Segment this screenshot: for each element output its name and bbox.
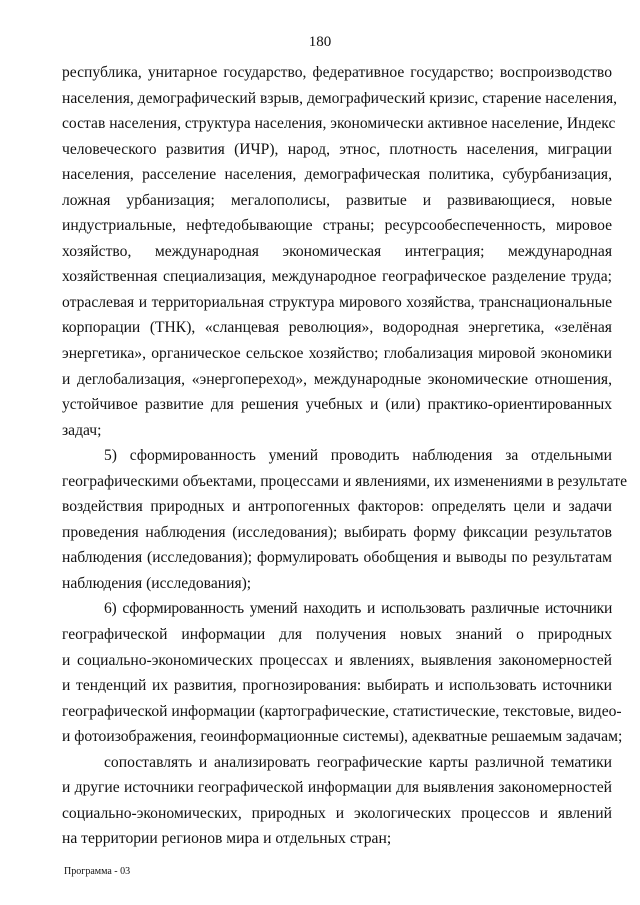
text-line: населения, расселение населения, демографическая политика, субурбанизация, xyxy=(62,166,612,184)
page-number: 180 xyxy=(308,34,332,50)
text-line: индустриальные, нефтедобывающие страны; ресурсообеспеченность, мировое xyxy=(62,217,612,235)
text-line: географическими объектами, процессами и явлениями, их изменениями в результате xyxy=(62,472,628,490)
text-line: воздействия природных и антропогенных факторов: определять цели и задачи xyxy=(62,498,612,516)
text-line: географической информации (картографические, статистические, текстовые, видео- xyxy=(62,702,622,720)
text-line: и деглобализация, «энергопереход», международные экономические отношения, xyxy=(62,370,612,388)
text-line: хозяйство, международная экономическая интеграция; международная xyxy=(62,242,612,260)
text-line: сопоставлять и анализировать географические карты различной тематики xyxy=(104,753,612,771)
text-line: населения, демографический взрыв, демографический кризис, старение населения, xyxy=(62,89,618,107)
body-text xyxy=(62,60,628,852)
text-line: и фотоизображения, геоинформационные системы), адекватные решаемым задачам; xyxy=(62,728,623,746)
text-line: состав населения, структура населения, экономически активное население, Индекс xyxy=(62,115,616,133)
text-line: ложная урбанизация; мегалополисы, развитые и развивающиеся, новые xyxy=(62,191,612,209)
text-line: социально-экономических, природных и экологических процессов и явлений xyxy=(62,804,612,822)
text-line: наблюдения (исследования); формулировать обобщения и выводы по результатам xyxy=(62,549,612,567)
text-line: географической информации для получения новых знаний о природных xyxy=(62,626,612,644)
page-footer: Программа - 03 xyxy=(64,866,131,877)
text-line: корпорации (ТНК), «сланцевая революция», водородная энергетика, «зелёная xyxy=(62,319,612,337)
text-line: 5) сформированность умений проводить наблюдения за отдельными xyxy=(104,447,612,465)
text-line: на территории регионов мира и отдельных стран; xyxy=(62,830,392,848)
text-line: энергетика», органическое сельское хозяйство; глобализация мировой экономики xyxy=(62,345,612,363)
text-line: и другие источники географической информации для выявления закономерностей xyxy=(62,779,612,797)
text-line: республика, унитарное государство, федеративное государство; воспроизводство xyxy=(62,64,612,81)
text-line: хозяйственная специализация, международное географическое разделение труда; xyxy=(62,268,612,286)
paragraph xyxy=(62,750,612,852)
text-line: и тенденций их развития, прогнозирования: выбирать и использовать источники xyxy=(62,677,612,695)
text-line: и социально-экономических процессах и явлениях, выявления закономерностей xyxy=(62,651,612,669)
text-line: отраслевая и территориальная структура мирового хозяйства, транснациональные xyxy=(62,293,612,311)
text-line: 6) сформированность умений находить и использовать различные источники xyxy=(104,600,612,618)
text-line: наблюдения (исследования); xyxy=(62,574,252,592)
text-line: человеческого развития (ИЧР), народ, этнос, плотность населения, миграции xyxy=(62,140,612,158)
text-line: проведения наблюдения (исследования); выбирать форму фиксации результатов xyxy=(62,523,612,541)
paragraph xyxy=(62,596,623,749)
text-line: задач; xyxy=(62,421,102,439)
text-line: устойчивое развитие для решения учебных и (или) практико-ориентированных xyxy=(62,396,612,414)
paragraph xyxy=(62,443,628,596)
paragraph xyxy=(62,60,618,443)
